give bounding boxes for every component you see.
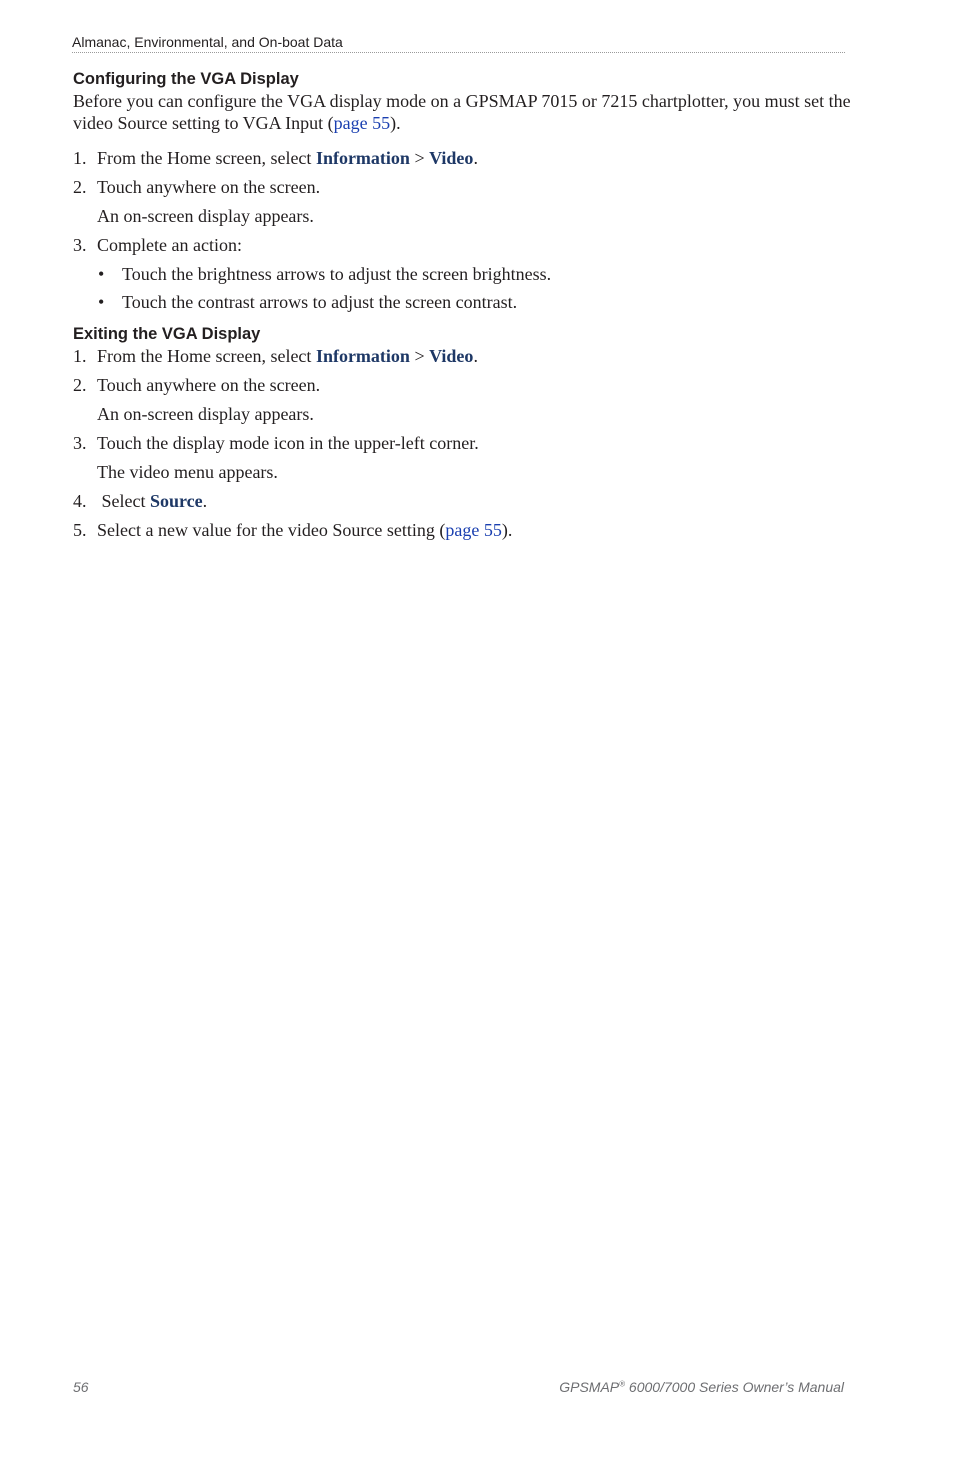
manual-title [559,1379,844,1395]
step-number: 2. [73,375,87,395]
step-end: ). [501,520,513,540]
ui-term-information: Information [315,148,410,168]
step-3 [73,234,863,256]
configure-steps [73,147,863,256]
step-result: The video menu appears. [97,462,278,482]
ui-term-information: Information [315,346,410,366]
step-text: Touch the display mode icon in the upper-left corner. [97,433,479,453]
step-4 [73,490,863,512]
step-result: An on-screen display appears. [97,404,314,424]
intro-text: Before you can configure the VGA display mode on a GPSMAP 7015 or 7215 chartplotter, you must set the video Source setting to VGA Input ( [73,91,851,133]
bullet-text: Touch the brightness arrows to adjust the screen brightness. [122,264,552,284]
step-5 [73,519,863,541]
step-2 [73,374,863,425]
step-number: 4. [73,491,87,511]
step-end: . [202,491,208,511]
page-link[interactable]: page 55 [445,520,502,540]
step-text: From the Home screen, select [97,346,316,366]
step-text: Touch anywhere on the screen. [97,177,321,197]
step-text: Touch anywhere on the screen. [97,375,321,395]
page-content [73,68,863,541]
step-number: 1. [73,346,87,366]
step-result: An on-screen display appears. [97,206,314,226]
ui-term-video: Video [429,346,474,366]
intro-close: ). [390,113,401,133]
exit-steps [73,345,863,541]
step-number: 2. [73,177,87,197]
bullet-dot: • [98,292,105,312]
step-1 [73,345,863,367]
bullet-item [73,291,863,313]
page-link[interactable]: page 55 [333,113,391,133]
bullet-text: Touch the contrast arrows to adjust the screen contrast. [122,292,518,312]
step-text: Complete an action: [97,235,242,255]
step-number: 3. [73,433,87,453]
action-bullets [73,263,863,313]
step-number: 3. [73,235,87,255]
step-1 [73,147,863,169]
section-heading-configuring: Configuring the VGA Display [73,70,299,88]
step-number: 5. [73,520,87,540]
intro-paragraph [73,90,863,134]
bullet-item [73,263,863,285]
step-3 [73,432,863,483]
ui-term-source: Source [149,491,203,511]
step-2 [73,176,863,227]
manual-title-rest: 6000/7000 Series Owner’s Manual [625,1379,844,1395]
step-text: From the Home screen, select [97,148,316,168]
bullet-dot: • [98,264,105,284]
step-text: Select a new value for the video Source setting ( [97,520,446,540]
running-header: Almanac, Environmental, and On-boat Data [72,34,845,53]
step-text: Select [97,491,150,511]
separator: > [409,148,430,168]
ui-term-video: Video [429,148,474,168]
registered-mark: ® [619,1379,626,1389]
step-number: 1. [73,148,87,168]
step-end: . [473,148,478,168]
separator: > [409,346,430,366]
page-number: 56 [73,1379,89,1395]
step-end: . [473,346,478,366]
manual-title-product: GPSMAP [559,1379,620,1395]
section-heading-exiting: Exiting the VGA Display [73,325,261,343]
